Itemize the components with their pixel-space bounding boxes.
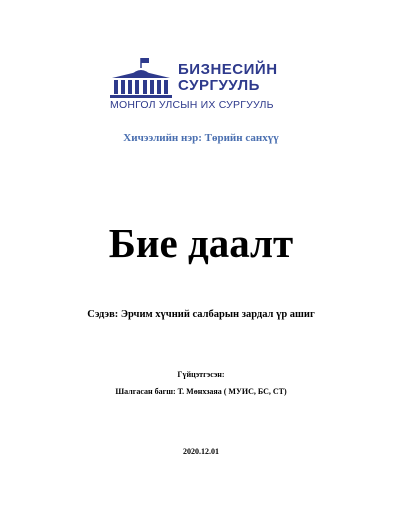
- university-building-icon: [108, 56, 174, 98]
- topic-line: Сэдэв: Эрчим хүчний салбарын зардал үр ашиг: [87, 309, 315, 320]
- document-title: Бие даалт: [108, 220, 294, 266]
- logo-text-university: МОНГОЛ УЛСЫН ИХ СУРГУУЛЬ: [110, 99, 274, 111]
- performer-label: Гүйцэтгэсэн:: [177, 370, 225, 379]
- logo-text-school: СУРГУУЛЬ: [178, 77, 260, 94]
- logo-text-business: БИЗНЕСИЙН: [178, 61, 278, 78]
- course-name: Хичээлийн нэр: Төрийн санхүү: [123, 132, 279, 144]
- university-logo: [108, 56, 290, 114]
- document-date: 2020.12.01: [183, 447, 219, 456]
- checker-line: Шалгасан багш: Т. Мөнхзаяа ( МУИС, БС, СТ): [115, 387, 287, 396]
